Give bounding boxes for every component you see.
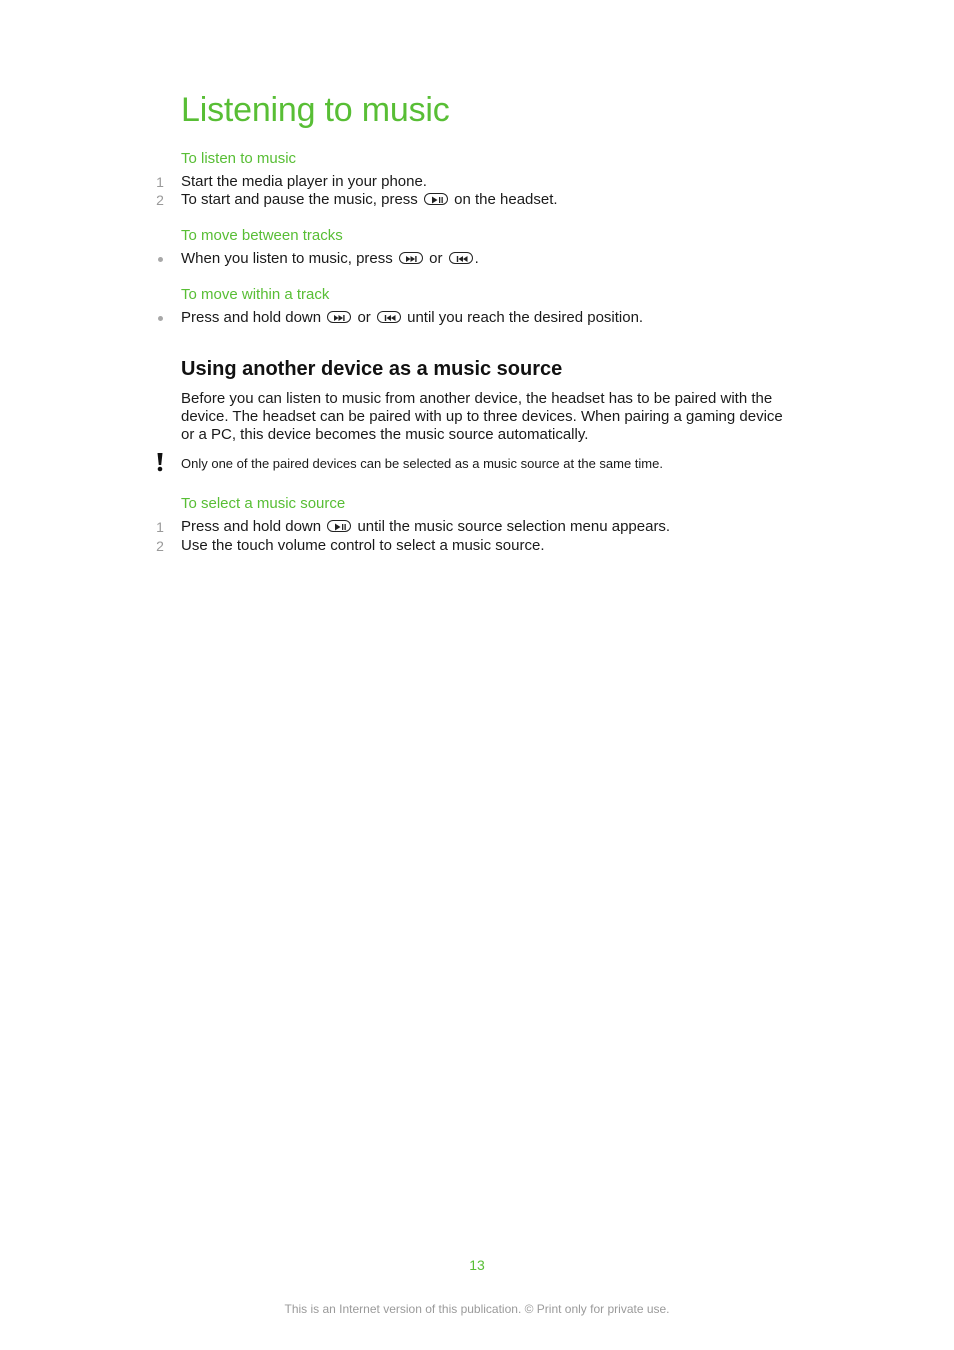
- step-text: Press and hold down until the music source selection menu appears.: [181, 518, 671, 535]
- paragraph: Before you can listen to music from another device, the headset has to be paired with the device. The headset can be paired with up to three devices. When pairing a gaming device or a PC, this device becomes the music source automatically.: [181, 390, 783, 443]
- list-item: [0, 309, 954, 327]
- bullet-text: Press and hold down or until you reach the desired position.: [181, 309, 644, 326]
- section-heading-listen: To listen to music: [181, 150, 297, 167]
- page-title: Listening to music: [181, 91, 450, 129]
- play-pause-icon: [424, 193, 448, 205]
- step-number: 2: [156, 538, 164, 554]
- list-item: [0, 173, 954, 191]
- play-pause-icon: [327, 520, 351, 532]
- next-track-icon: [327, 311, 351, 323]
- page-number: 13: [469, 1257, 485, 1273]
- footer-text: This is an Internet version of this publication. © Print only for private use.: [284, 1302, 670, 1316]
- list-item: [0, 518, 954, 536]
- section-heading-move-tracks: To move between tracks: [181, 227, 343, 244]
- section-heading-move-within: To move within a track: [181, 286, 330, 303]
- bullet-text: When you listen to music, press or .: [181, 250, 479, 267]
- step-text: Use the touch volume control to select a music source.: [181, 537, 545, 554]
- step-number: 2: [156, 192, 164, 208]
- step-number: 1: [156, 519, 164, 535]
- bullet-icon: [158, 316, 163, 321]
- step-number: 1: [156, 174, 164, 190]
- bullet-icon: [158, 257, 163, 262]
- section-heading-another-device: Using another device as a music source: [181, 358, 563, 380]
- list-item: [0, 537, 954, 555]
- list-item: [0, 191, 954, 209]
- next-track-icon: [399, 252, 423, 264]
- section-heading-select-source: To select a music source: [181, 495, 346, 512]
- step-text: To start and pause the music, press on the headset.: [181, 191, 558, 208]
- note-text: Only one of the paired devices can be selected as a music source at the same time.: [181, 456, 663, 471]
- exclamation-icon: [156, 452, 164, 472]
- previous-track-icon: [449, 252, 473, 264]
- previous-track-icon: [377, 311, 401, 323]
- list-item: [0, 250, 954, 268]
- step-text: Start the media player in your phone.: [181, 173, 427, 190]
